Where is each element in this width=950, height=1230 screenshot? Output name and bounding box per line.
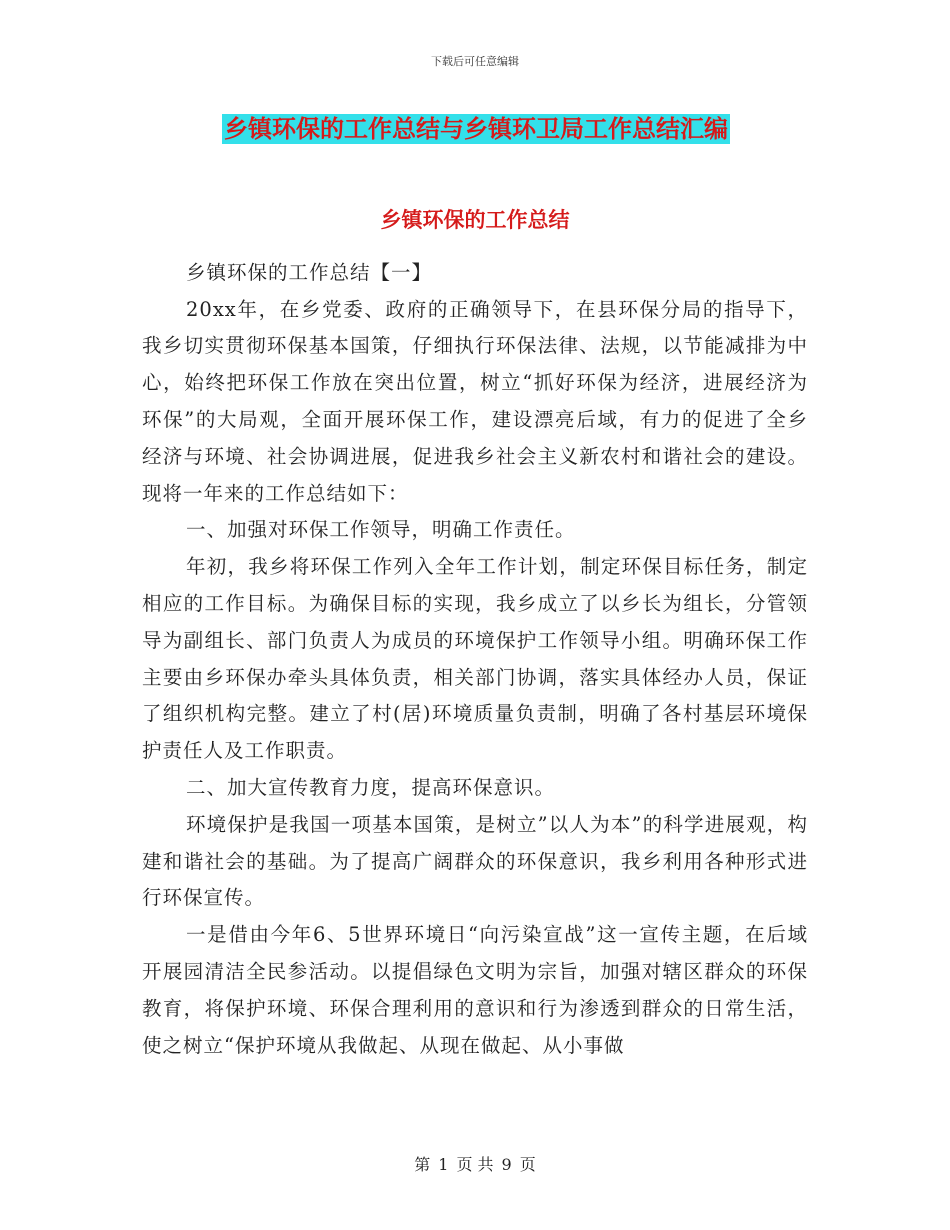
document-title: 乡镇环保的工作总结与乡镇环卫局工作总结汇编 <box>224 115 728 143</box>
paragraph: 年初，我乡将环保工作列入全年工作计划，制定环保目标任务，制定相应的工作目标。为确保目标的实现，我乡成立了以乡长为组长，分管领导为副组长、部门负责人为成员的环境保护工作领导小组。明确环保工作主要由乡环保办牵头具体负责，相关部门协调，落实具体经办人员，保证了组织机构完整。建立了村(居)环境质量负责制，明确了各村基层环境保护责任人及工作职责。 <box>142 555 808 763</box>
page-label-suffix: 页 <box>519 1155 536 1174</box>
paragraph: 20xx年，在乡党委、政府的正确领导下，在县环保分局的指导下，我乡切实贯彻环保基本国策，仔细执行环保法律、法规，以节能减排为中心，始终把环保工作放在突出位置，树立“抓好环保为经济，进展经济为环保”的大局观，全面开展环保工作，建设漂亮后域，有力的促进了全乡经济与环境、社会协调进展，促进我乡社会主义新农村和谐社会的建设。现将一年来的工作总结如下： <box>142 297 808 505</box>
paragraph: 环境保护是我国一项基本国策，是树立”以人为本”的科学进展观，构建和谐社会的基础。为了提高广阔群众的环保意识，我乡利用各种形式进行环保宣传。 <box>142 812 808 910</box>
paragraph: 一是借由今年6、5世界环境日“向污染宣战”这一宣传主题，在后域开展园清洁全民参活动。以提倡绿色文明为宗旨，加强对辖区群众的环保教育，将保护环境、环保合理利用的意识和行为渗透到群众的日常生活，使之树立“保护环境从我做起、从现在做起、从小事做 <box>142 923 808 1057</box>
spacer-paragraph <box>142 218 808 255</box>
page-number: 1 <box>438 1155 449 1174</box>
page-footer <box>0 1152 950 1175</box>
paragraph-heading: 一、加强对环保工作领导，明确工作责任。 <box>186 518 576 542</box>
page-label-prefix: 第 <box>414 1155 431 1174</box>
section-title: 乡镇环保的工作总结 <box>380 208 570 232</box>
paragraph-heading: 乡镇环保的工作总结【一】 <box>186 260 433 284</box>
page-label-mid: 页 共 <box>456 1155 494 1174</box>
total-pages: 9 <box>501 1155 512 1174</box>
document-body <box>142 218 808 1064</box>
paragraph-heading: 二、加大宣传教育力度，提高环保意识。 <box>186 775 556 799</box>
header-note: 下载后可任意编辑 <box>431 55 519 68</box>
